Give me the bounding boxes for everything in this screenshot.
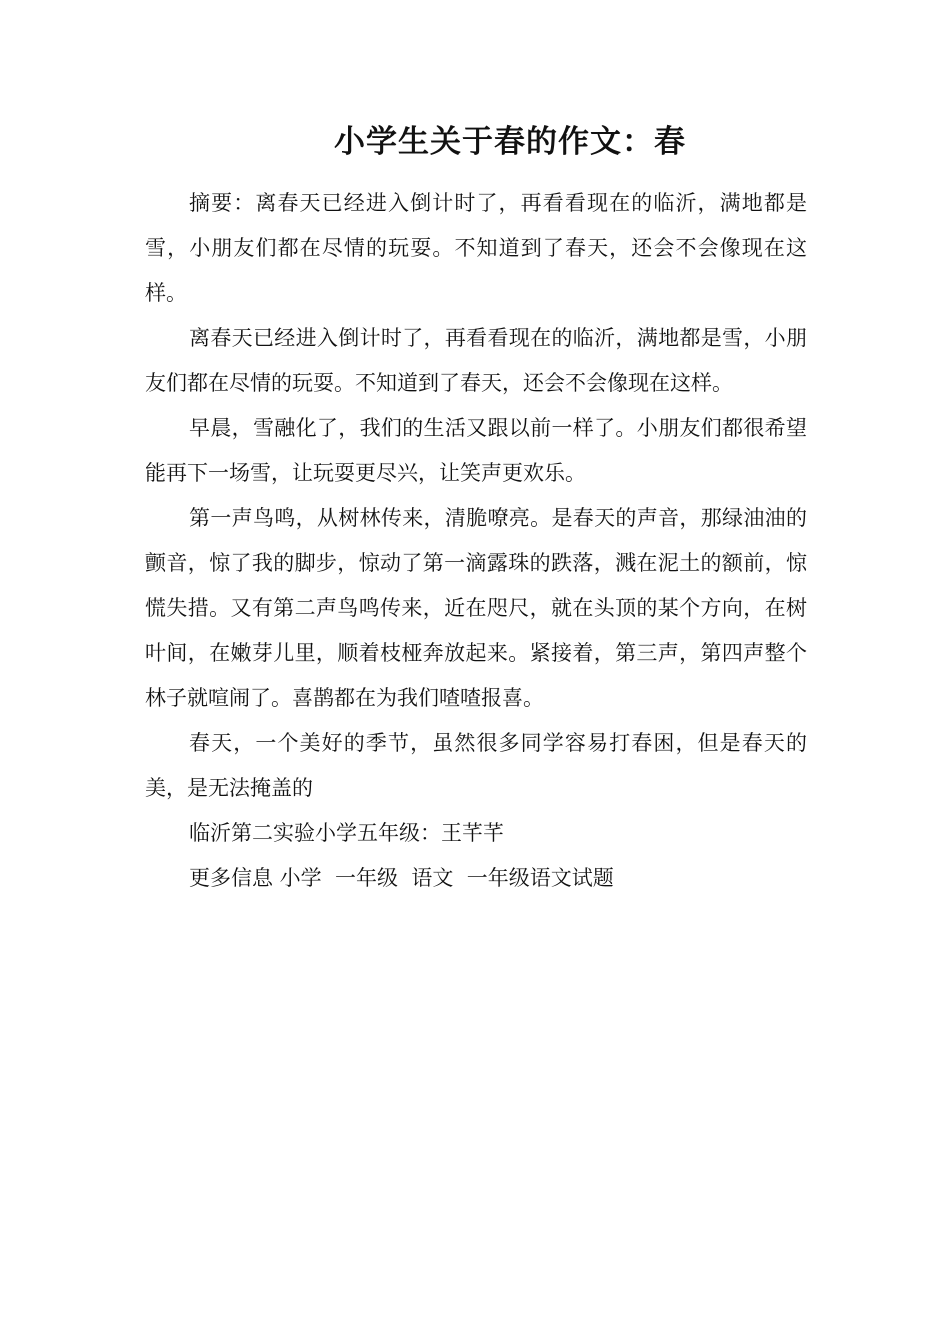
more-info-line: 更多信息 小学 一年级 语文 一年级语文试题 (189, 866, 614, 890)
document-body (145, 181, 807, 901)
abstract-paragraph: 摘要：离春天已经进入倒计时了，再看看现在的临沂，满地都是雪，小朋友们都在尽情的玩耍。不知道到了春天，还会不会像现在这样。 (145, 191, 807, 305)
morning-paragraph: 早晨，雪融化了，我们的生活又跟以前一样了。小朋友们都很希望能再下一场雪，让玩耍更尽兴，让笑声更欢乐。 (145, 416, 807, 485)
closing-paragraph: 春天，一个美好的季节，虽然很多同学容易打春困，但是春天的美，是无法掩盖的 (145, 731, 807, 800)
author-line: 临沂第二实验小学五年级：王芊芊 (189, 821, 504, 845)
document-title: 小学生关于春的作文：春 (334, 124, 686, 160)
birdsong-paragraph: 第一声鸟鸣，从树林传来，清脆嘹亮。是春天的声音，那绿油油的颤音，惊了我的脚步，惊动了第一滴露珠的跌落，溅在泥土的额前，惊慌失措。又有第二声鸟鸣传来，近在咫尺，就在头顶的某个方向，在树叶间，在嫩芽儿里，顺着枝桠奔放起来。紧接着，第三声，第四声整个林子就喧闹了。喜鹊都在为我们喳喳报喜。 (145, 506, 807, 710)
intro-paragraph: 离春天已经进入倒计时了，再看看现在的临沂，满地都是雪，小朋友们都在尽情的玩耍。不知道到了春天，还会不会像现在这样。 (145, 326, 807, 395)
